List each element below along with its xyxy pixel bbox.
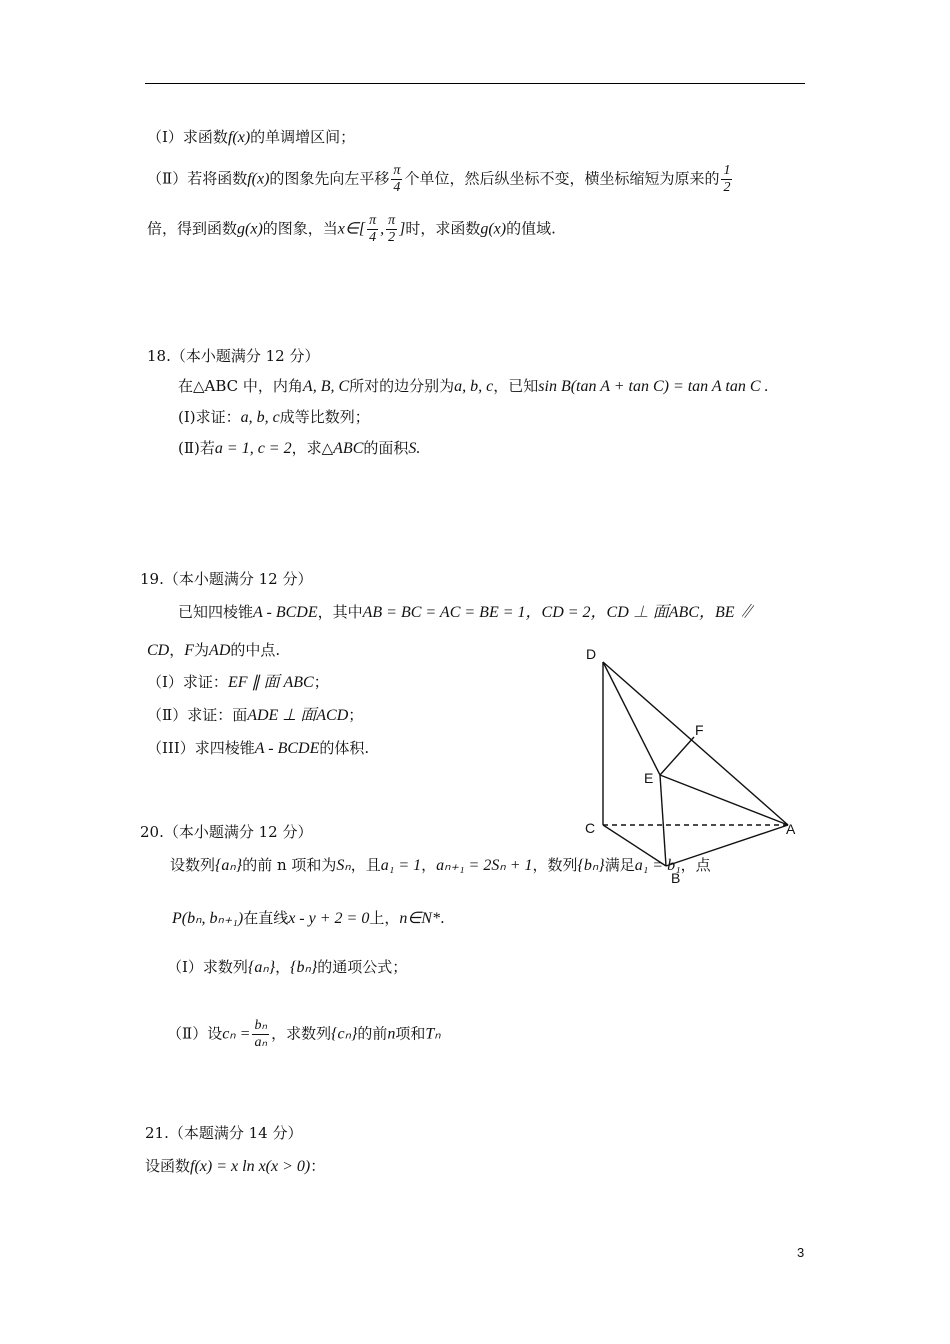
q20-statement-line2: P(bₙ, bₙ₊₁)在直线x - y + 2 = 0上，n∈N*. (172, 909, 445, 927)
label-d: D (586, 646, 597, 662)
q19-statement-line2: CD，F为AD的中点. (147, 641, 281, 659)
fraction: $\frac{\pi}{4}$ (393, 163, 401, 195)
q20-header: 20.（本小题满分 12 分） (140, 823, 313, 841)
label-e: E (644, 770, 654, 786)
edge-ea (660, 775, 788, 825)
fraction: $\frac{\pi}{4}$ (369, 213, 377, 245)
q18-part2: (Ⅱ)若a = 1, c = 2，求△ABC的面积S. (178, 439, 421, 457)
q21-header: 21.（本题满分 14 分） (145, 1124, 303, 1142)
edge-de (603, 662, 660, 775)
label-b: B (671, 870, 681, 886)
q20-part1: （Ⅰ）求数列{aₙ}，{bₙ}的通项公式； (167, 958, 408, 976)
pyramid-figure (570, 640, 810, 890)
q19-header: 19.（本小题满分 12 分） (140, 570, 313, 588)
q21-statement: 设函数f(x) = x ln x(x > 0)： (145, 1157, 326, 1175)
fraction: $\frac{\pi}{2}$ (388, 213, 396, 245)
edge-eb (660, 775, 666, 866)
edge-ef (660, 737, 694, 775)
q19-statement: 已知四棱锥A - BCDE，其中AB = BC = AC = BE = 1，CD = 2，CD ⊥ 面ABC，BE ∥ (178, 603, 755, 621)
q19-part3: （III）求四棱锥A - BCDE的体积. (147, 739, 370, 757)
q18-part1: (Ⅰ)求证：a, b, c成等比数列； (178, 408, 370, 426)
label-a: A (786, 821, 796, 837)
q19-part1: （Ⅰ）求证：EF ∥ 面 ABC； (147, 673, 329, 691)
q18-header: 18.（本小题满分 12 分） (147, 347, 320, 365)
q17-part1: （Ⅰ）求函数f(x)的单调增区间； (147, 128, 356, 146)
edge-da (603, 662, 788, 825)
header-rule (145, 83, 805, 84)
fraction: $\frac{\text{bₙ}}{\text{aₙ}}$ (254, 1018, 268, 1050)
q17-part3: 倍，得到函数g(x)的图象，当x∈[ $\frac{\pi}{4}$ , $\frac{\pi}{2}$ ]时，求函数g(x)的值域. (147, 213, 556, 245)
q18-statement: 在△ABC 中，内角A, B, C所对的边分别为a, b, c，已知sin B(tan A + tan C) = tan A tan C . (178, 377, 769, 395)
label-f: F (695, 722, 704, 738)
q20-statement: 设数列{aₙ}的前 n 项和为Sₙ，且a₁ = 1，aₙ₊₁ = 2Sₙ + 1，数列{bₙ}满足a₁ = b₁，点 (170, 856, 711, 874)
q20-part2: （Ⅱ）设cₙ = $\frac{\text{bₙ}}{\text{aₙ}}$ ，求数列{cₙ}的前n项和Tₙ (167, 1018, 441, 1050)
fraction: $\frac{1}{2}$ (723, 163, 731, 195)
q19-part2: （Ⅱ）求证：面ADE ⊥ 面ACD； (147, 706, 364, 724)
page-number: 3 (797, 1245, 805, 1260)
label-c: C (585, 820, 596, 836)
q17-part2: （Ⅱ）若将函数f(x)的图象先向左平移 $\frac{\pi}{4}$ 个单位，然后纵坐标不变，横坐标缩短为原来的 $\frac{1}{2}$ (147, 163, 731, 195)
